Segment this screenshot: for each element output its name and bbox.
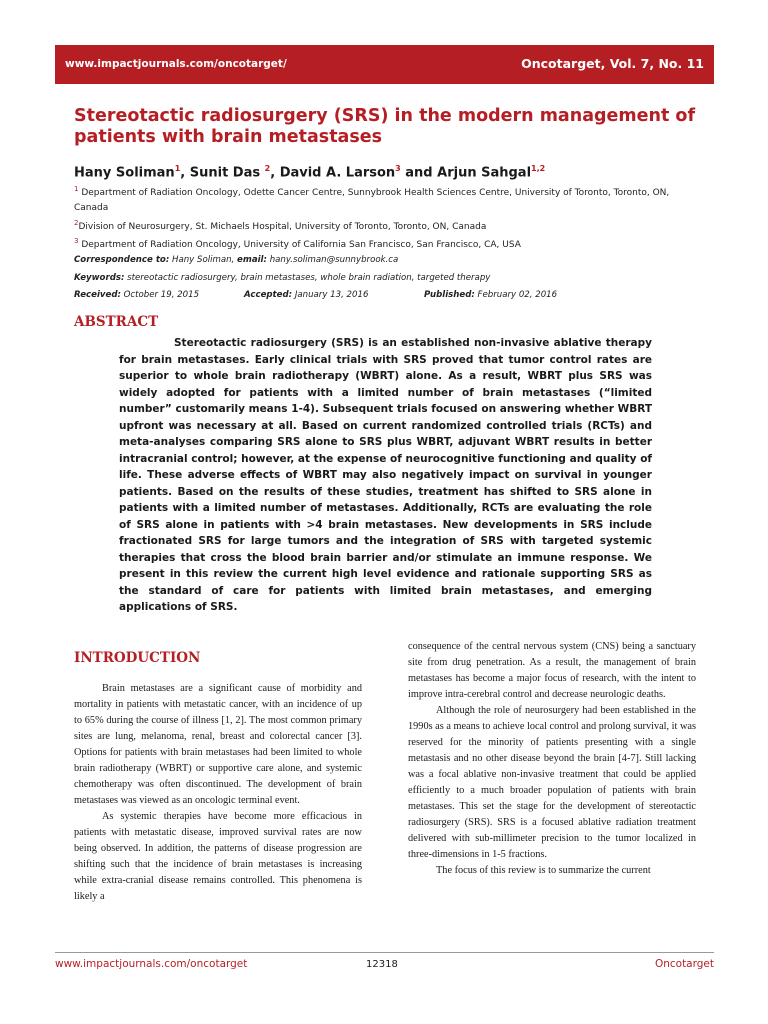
affiliation-number: 1 <box>74 185 79 193</box>
keywords-label: Keywords: <box>74 273 125 283</box>
body-paragraph: consequence of the central nervous system (CNS) being a sanctuary site from drug penetration. As a result, the management of brain metastases has become a major focus of research, with the intent to improve intra-cerebral control and decrease neurologic deaths. <box>408 641 696 700</box>
affiliation-text: Department of Radiation Oncology, Odette Cancer Centre, Sunnybrook Health Sciences Centre, University of Toronto, Toronto, ON, Canada <box>74 188 670 213</box>
body-paragraph: Brain metastases are a significant cause of morbidity and mortality in patients with metastatic cancer, with an incidence of up to 65% during the course of illness [1, 2]. The most common primary sites are lung, melanoma, renal, breast and colorectal cancer [3]. Options for patients with brain metastases had been limited to whole brain radiotherapy (WBRT) or supportive care alone, and systemic chemotherapy was often discontinued. The development of brain metastases was viewed as an oncologic terminal event. <box>74 683 362 806</box>
page-number: 12318 <box>366 959 398 970</box>
affiliation-number: 3 <box>74 237 79 245</box>
article-title: Stereotactic radiosurgery (SRS) in the modern management of patients with brain metastases <box>74 106 696 147</box>
affiliation-text: Department of Radiation Oncology, University of California San Francisco, San Francisco, CA, USA <box>81 240 521 250</box>
accepted-value: January 13, 2016 <box>294 290 369 300</box>
abstract-text: Stereotactic radiosurgery (SRS) is an established non-invasive ablative therapy for brain metastases. Early clinical trials with SRS proved that tumor control rates are superior to whole brain radiotherapy (WBRT) alone. As a result, WBRT plus SRS was widely adopted for patients with a limited number of brain metastases (“limited number” customarily means 1-4). Subsequent trials focused on answering whether WBRT upfront was necessary at all. Based on current randomized controlled trials (RCTs) and meta-analyses comparing SRS alone to SRS plus WBRT, adjuvant WBRT results in better intracranial control; however, at the expense of neurocognitive functioning and quality of life. These adverse effects of WBRT may also negatively impact on survival in younger patients. Based on the results of these studies, treatment has shifted to SRS alone in patients with a limited number of metastases. Additionally, RCTs are evaluating the role of SRS alone in patients with >4 brain metastases. New developments in SRS include fractionated SRS for large tumors and the integration of SRS with targeted systemic therapies that cross the blood brain barrier and/or stimulate an immune response. We present in this review the current high level evidence and rationale supporting SRS as the standard of care for patients with limited brain metastases, and emerging applications of SRS. <box>119 337 652 613</box>
right-column <box>408 639 696 879</box>
author-name: Hany Soliman <box>74 165 175 181</box>
author-list: Hany Soliman$^1$, Sunit Das $^2$, David A. Larson$^3$ and Arjun Sahgal$^{1,2}$ <box>74 164 546 181</box>
journal-header-bar <box>55 45 714 84</box>
journal-volume-issue: Oncotarget, Vol. 7, No. 11 <box>521 56 704 71</box>
author-name: David A. Larson <box>279 165 396 181</box>
affiliation <box>74 182 704 216</box>
received-label: Received: <box>74 290 121 300</box>
introduction-heading: INTRODUCTION <box>74 650 201 666</box>
footer-divider <box>55 952 714 953</box>
body-paragraph: As systemic therapies have become more efficacious in patients with metastatic disease, improved survival rates are now being observed. In addition, the patterns of disease progression are shifting such that the incidence of brain metastases is increasing while extra-cranial disease remains controlled. This phenomena is likely a <box>74 811 362 902</box>
author-name: Arjun Sahgal <box>437 165 532 181</box>
received-date <box>74 290 199 300</box>
email-label: email: <box>237 255 267 265</box>
correspondence-label: Correspondence to: <box>74 255 170 265</box>
body-paragraph: The focus of this review is to summarize the current <box>436 865 651 876</box>
left-column <box>74 681 362 905</box>
footer-journal-name: Oncotarget <box>654 958 714 970</box>
received-value: October 19, 2015 <box>123 290 200 300</box>
affiliation-number: 2 <box>74 219 79 227</box>
author-affiliation-marker: 1,2 <box>531 164 546 173</box>
published-value: February 02, 2016 <box>477 290 558 300</box>
author-affiliation-marker: 1 <box>174 164 181 173</box>
journal-url[interactable]: www.impactjournals.com/oncotarget/ <box>65 58 287 70</box>
correspondence-email[interactable]: hany.soliman@sunnybrook.ca <box>269 255 399 265</box>
abstract-heading: ABSTRACT <box>74 314 159 330</box>
author-affiliation-marker: 2 <box>264 164 271 173</box>
body-paragraph: Although the role of neurosurgery had been established in the 1990s as a means to achieve local control and prolong survival, it was reserved for the minority of patients presenting with a single metastasis and no other disease beyond the brain [4-7]. Still lacking was a focal ablative non-invasive treatment that could be applied efficiently to a much broader population of patients with brain metastases. This set the stage for the development of stereotactic radiosurgery (SRS). SRS is a focused ablative radiation treatment delivered with sub-millimeter precision to the tumor localized in three-dimensions in 1-5 fractions. <box>408 705 696 860</box>
accepted-date <box>244 290 368 300</box>
affiliation <box>74 234 704 253</box>
accepted-label: Accepted: <box>244 290 293 300</box>
correspondence-name: Hany Soliman, <box>172 255 235 265</box>
author-affiliation-marker: 3 <box>395 164 401 173</box>
correspondence-line <box>74 255 398 265</box>
affiliation <box>74 216 704 235</box>
footer-url[interactable]: www.impactjournals.com/oncotarget <box>55 958 248 970</box>
published-label: Published: <box>424 290 475 300</box>
affiliation-text: Division of Neurosurgery, St. Michaels Hospital, University of Toronto, Toronto, ON, Canada <box>78 222 487 232</box>
keywords-line <box>74 273 490 283</box>
author-name: Sunit Das <box>189 165 261 181</box>
published-date <box>424 290 557 300</box>
keywords-text: stereotactic radiosurgery, brain metastases, whole brain radiation, targeted therapy <box>127 273 491 283</box>
